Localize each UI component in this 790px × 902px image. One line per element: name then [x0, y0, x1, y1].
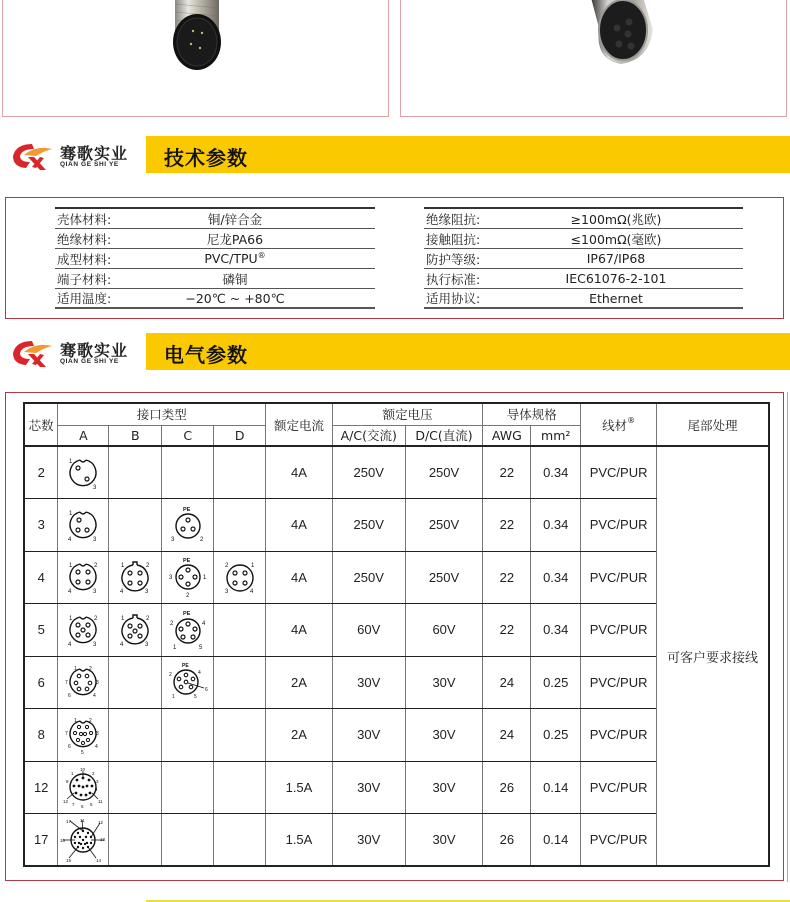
cell-cores: 6 — [24, 656, 58, 709]
param-label: 绝缘阻抗: — [426, 211, 481, 227]
pinout-2-a-icon — [65, 455, 101, 491]
tech-params-right — [424, 207, 743, 309]
cell-awg: 24 — [483, 656, 531, 709]
cell-code-d — [214, 446, 266, 499]
svg-text:3: 3 — [93, 536, 97, 543]
cell-code-d — [214, 761, 266, 814]
pinout-5-a-icon — [65, 612, 101, 648]
cell-code-b — [109, 499, 162, 552]
brand-logo-icon — [10, 338, 54, 368]
svg-text:2: 2 — [89, 666, 93, 673]
cell-wire: PVC/PUR — [581, 656, 657, 709]
pinout-6-c-icon — [166, 662, 210, 702]
cell-code-a — [58, 761, 109, 814]
param-value: Ethernet — [589, 290, 643, 306]
cell-ac: 30V — [332, 656, 405, 709]
cell-ac: 30V — [332, 761, 405, 814]
svg-text:4: 4 — [68, 641, 72, 648]
cell-dc: 250V — [405, 551, 483, 604]
registered-mark: ® — [627, 415, 636, 425]
cell-awg: 22 — [483, 551, 531, 604]
cell-current: 1.5A — [266, 814, 333, 867]
param-label: 壳体材料: — [57, 211, 112, 227]
svg-text:6: 6 — [68, 743, 72, 750]
tech-row — [55, 209, 375, 229]
cell-code-b — [109, 551, 162, 604]
cell-cores: 2 — [24, 446, 58, 499]
cell-mm2: 0.34 — [531, 446, 581, 499]
svg-text:PE: PE — [182, 558, 191, 565]
header-awg: AWG — [483, 425, 531, 446]
cell-dc: 30V — [405, 761, 483, 814]
svg-text:3: 3 — [96, 779, 99, 785]
svg-text:2: 2 — [89, 717, 93, 724]
tech-row — [424, 269, 743, 289]
cell-cores: 17 — [24, 814, 58, 867]
section-title: 技术参数 — [164, 146, 248, 170]
pinout-8-a-icon — [64, 715, 102, 755]
header-tail: 尾部处理 — [657, 403, 769, 446]
svg-text:11: 11 — [98, 799, 104, 805]
svg-text:1: 1 — [202, 575, 207, 582]
svg-text:5: 5 — [198, 644, 203, 651]
header-cores: 芯数 — [24, 403, 58, 446]
panel-edge-line — [787, 392, 788, 882]
cell-wire: PVC/PUR — [581, 499, 657, 552]
cell-code-b — [109, 656, 162, 709]
svg-text:2: 2 — [146, 563, 150, 570]
cell-cores: 12 — [24, 761, 58, 814]
cell-wire: PVC/PUR — [581, 814, 657, 867]
cell-code-c — [162, 761, 214, 814]
section-header-tech — [0, 135, 790, 175]
svg-text:2: 2 — [224, 563, 228, 570]
cell-mm2: 0.34 — [531, 551, 581, 604]
pinout-5-b-icon — [117, 612, 153, 648]
cell-mm2: 0.25 — [531, 709, 581, 762]
brand-name-cn: 骞歌实业 — [60, 341, 129, 360]
svg-text:PE: PE — [181, 663, 189, 670]
cell-code-a — [58, 709, 109, 762]
cell-mm2: 0.14 — [531, 761, 581, 814]
cell-mm2: 0.14 — [531, 814, 581, 867]
svg-text:2: 2 — [185, 593, 190, 600]
pinout-3-a-icon — [65, 507, 101, 543]
svg-text:4: 4 — [95, 743, 99, 750]
param-value: −20℃ ~ +80℃ — [185, 290, 285, 306]
param-value: IEC61076-2-101 — [565, 271, 667, 286]
svg-text:11: 11 — [80, 817, 86, 823]
pinout-3-c-icon — [168, 505, 208, 545]
svg-text:4: 4 — [95, 787, 98, 793]
cell-ac: 60V — [332, 604, 405, 657]
svg-text:15: 15 — [66, 857, 72, 862]
pinout-4-d-icon — [222, 559, 258, 595]
svg-text:1: 1 — [121, 615, 125, 622]
cell-wire: PVC/PUR — [581, 604, 657, 657]
cell-code-d — [214, 499, 266, 552]
cell-wire: PVC/PUR — [581, 761, 657, 814]
svg-text:1: 1 — [74, 717, 78, 724]
cell-code-c — [162, 551, 214, 604]
brand-logo — [10, 336, 135, 370]
header-code-a: A — [58, 425, 109, 446]
header-conductor: 导体规格 — [483, 403, 581, 425]
cell-ac: 250V — [332, 551, 405, 604]
svg-text:4: 4 — [249, 589, 253, 596]
svg-text:10: 10 — [80, 767, 86, 773]
param-label: 接触阻抗: — [426, 231, 481, 247]
tech-row — [424, 209, 743, 229]
param-label: 防护等级: — [426, 251, 481, 267]
cell-dc: 30V — [405, 814, 483, 867]
svg-text:3: 3 — [96, 730, 100, 737]
cell-tail-note: 可客户要求接线 — [657, 446, 769, 866]
cell-mm2: 0.25 — [531, 656, 581, 709]
product-photo-female — [400, 0, 787, 117]
svg-text:17: 17 — [66, 818, 72, 824]
cell-current: 4A — [266, 499, 333, 552]
cell-cores: 3 — [24, 499, 58, 552]
pinout-12-a-icon — [62, 766, 104, 808]
cell-dc: 250V — [405, 499, 483, 552]
svg-text:16: 16 — [60, 837, 66, 843]
pinout-6-a-icon — [64, 663, 102, 701]
tech-row — [424, 289, 743, 309]
svg-text:4: 4 — [120, 589, 124, 596]
cell-code-c — [162, 499, 214, 552]
cell-current: 2A — [266, 656, 333, 709]
svg-text:1: 1 — [69, 458, 73, 465]
cell-mm2: 0.34 — [531, 499, 581, 552]
section-header-elec — [0, 332, 790, 372]
svg-text:4: 4 — [68, 536, 72, 543]
param-label: 适用温度: — [57, 291, 112, 306]
svg-text:7: 7 — [72, 802, 75, 808]
cell-code-a — [58, 604, 109, 657]
pinout-17-a-icon — [60, 818, 106, 862]
table-row — [24, 446, 769, 499]
svg-text:1: 1 — [69, 563, 73, 570]
cell-dc: 250V — [405, 446, 483, 499]
cell-wire: PVC/PUR — [581, 446, 657, 499]
tech-row — [55, 249, 375, 269]
cell-code-b — [109, 761, 162, 814]
cell-awg: 22 — [483, 499, 531, 552]
cell-cores: 8 — [24, 709, 58, 762]
pinout-4-a-icon — [65, 559, 101, 595]
svg-text:2: 2 — [94, 615, 98, 622]
cell-code-b — [109, 446, 162, 499]
brand-name-en: QIAN GE SHI YE — [60, 358, 119, 365]
cell-dc: 30V — [405, 656, 483, 709]
param-value — [165, 251, 375, 266]
svg-text:3: 3 — [93, 641, 97, 648]
header-ac: A/C(交流) — [332, 425, 405, 446]
svg-text:3: 3 — [96, 680, 100, 687]
svg-text:1: 1 — [121, 563, 125, 570]
svg-text:4: 4 — [201, 620, 206, 627]
svg-text:PE: PE — [182, 610, 191, 617]
header-rated-voltage: 额定电压 — [332, 403, 483, 425]
section-title-bar — [146, 333, 790, 370]
cell-code-b — [109, 709, 162, 762]
svg-text:1: 1 — [69, 615, 73, 622]
cell-ac: 30V — [332, 814, 405, 867]
svg-text:3: 3 — [93, 484, 97, 491]
svg-text:2: 2 — [169, 620, 174, 627]
header-wire — [581, 403, 657, 446]
cell-awg: 24 — [483, 709, 531, 762]
param-value: 尼龙PA66 — [206, 231, 264, 247]
param-label: 端子材料: — [57, 271, 112, 287]
svg-text:3: 3 — [145, 641, 149, 648]
cell-code-d — [214, 604, 266, 657]
cell-code-d — [214, 551, 266, 604]
svg-text:3: 3 — [168, 575, 173, 582]
header-mm2: mm² — [531, 425, 581, 446]
svg-text:2: 2 — [92, 771, 95, 777]
elec-params-panel — [5, 392, 784, 881]
cell-awg: 22 — [483, 446, 531, 499]
header-code-b: B — [109, 425, 162, 446]
svg-text:14: 14 — [96, 857, 102, 862]
cell-code-c — [162, 709, 214, 762]
svg-text:1: 1 — [74, 666, 78, 673]
cell-code-c — [162, 604, 214, 657]
param-label: 执行标准: — [426, 271, 481, 287]
svg-text:5: 5 — [90, 802, 93, 808]
cell-current: 4A — [266, 604, 333, 657]
cell-code-b — [109, 604, 162, 657]
tech-row — [424, 249, 743, 269]
svg-text:5: 5 — [81, 749, 85, 755]
param-value: ≤100mΩ(毫欧) — [570, 231, 662, 247]
param-value: ≥100mΩ(兆欧) — [570, 211, 662, 227]
svg-text:2: 2 — [199, 536, 204, 543]
svg-text:1: 1 — [250, 563, 254, 570]
svg-text:1: 1 — [171, 694, 175, 701]
cell-current: 2A — [266, 709, 333, 762]
svg-text:1: 1 — [71, 771, 74, 777]
brand-name-cn: 骞歌实业 — [60, 144, 129, 163]
cell-code-d — [214, 814, 266, 867]
param-label: 适用协议: — [426, 291, 481, 306]
svg-text:6: 6 — [68, 693, 72, 700]
cell-code-c — [162, 446, 214, 499]
brand-logo — [10, 139, 135, 173]
svg-text:3: 3 — [145, 589, 149, 596]
section-title-bar — [146, 136, 790, 173]
cell-code-d — [214, 709, 266, 762]
svg-text:12: 12 — [98, 819, 104, 825]
cell-current: 4A — [266, 551, 333, 604]
svg-text:4: 4 — [93, 693, 97, 700]
header-dc: D/C(直流) — [405, 425, 483, 446]
cell-wire: PVC/PUR — [581, 709, 657, 762]
cell-code-a — [58, 551, 109, 604]
param-value-text: PVC/TPU — [204, 251, 258, 266]
header-code-c: C — [162, 425, 214, 446]
tech-params-panel — [5, 197, 784, 319]
svg-text:9: 9 — [66, 779, 69, 785]
elec-params-table — [23, 402, 770, 867]
cell-code-a — [58, 656, 109, 709]
svg-text:12: 12 — [63, 799, 69, 805]
header-interface-type: 接口类型 — [58, 403, 266, 425]
svg-text:PE: PE — [182, 506, 191, 513]
param-value: 铜/锌合金 — [207, 211, 263, 227]
svg-text:2: 2 — [146, 615, 150, 622]
svg-text:5: 5 — [193, 694, 197, 701]
section-title: 电气参数 — [164, 343, 248, 367]
svg-text:3: 3 — [93, 589, 97, 596]
cell-dc: 30V — [405, 709, 483, 762]
cell-wire: PVC/PUR — [581, 551, 657, 604]
header-wire-text: 线材 — [602, 417, 628, 433]
pinout-4-b-icon — [117, 559, 153, 595]
svg-text:3: 3 — [170, 536, 175, 543]
cell-code-c — [162, 814, 214, 867]
cell-current: 4A — [266, 446, 333, 499]
cell-awg: 26 — [483, 814, 531, 867]
cell-ac: 250V — [332, 499, 405, 552]
cell-code-a — [58, 499, 109, 552]
svg-text:4: 4 — [120, 641, 124, 648]
svg-text:1: 1 — [172, 644, 177, 651]
svg-text:4: 4 — [197, 670, 201, 677]
tech-row — [55, 229, 375, 249]
cell-code-a — [58, 814, 109, 867]
svg-text:3: 3 — [224, 589, 228, 596]
tech-row — [424, 229, 743, 249]
svg-text:7: 7 — [65, 730, 69, 737]
svg-text:4: 4 — [68, 589, 72, 596]
cell-ac: 30V — [332, 709, 405, 762]
tech-row — [55, 269, 375, 289]
param-value: IP67/IP68 — [586, 251, 646, 266]
pinout-5-c-icon — [167, 609, 209, 651]
svg-text:2: 2 — [168, 672, 172, 679]
svg-text:7: 7 — [65, 680, 69, 687]
param-label: 绝缘材料: — [57, 231, 112, 247]
header-code-d: D — [214, 425, 266, 446]
cell-current: 1.5A — [266, 761, 333, 814]
svg-text:6: 6 — [81, 804, 84, 809]
cell-ac: 250V — [332, 446, 405, 499]
cell-awg: 26 — [483, 761, 531, 814]
cell-cores: 5 — [24, 604, 58, 657]
svg-text:6: 6 — [204, 687, 208, 694]
param-label: 成型材料: — [57, 251, 112, 267]
cell-code-b — [109, 814, 162, 867]
cell-code-d — [214, 656, 266, 709]
tech-row — [55, 289, 375, 309]
registered-mark: ® — [257, 251, 266, 260]
product-photo-male — [2, 0, 389, 117]
svg-text:1: 1 — [69, 510, 73, 517]
pinout-4-c-icon — [166, 555, 210, 599]
svg-text:2: 2 — [94, 563, 98, 570]
tech-params-left — [55, 207, 375, 309]
cell-code-c — [162, 656, 214, 709]
cell-cores: 4 — [24, 551, 58, 604]
cell-dc: 60V — [405, 604, 483, 657]
cell-code-a — [58, 446, 109, 499]
male-connector-image — [171, 0, 223, 75]
brand-name-en: QIAN GE SHI YE — [60, 161, 119, 168]
cell-mm2: 0.34 — [531, 604, 581, 657]
param-value: 磷铜 — [222, 271, 248, 287]
cell-awg: 22 — [483, 604, 531, 657]
female-connector-image — [581, 0, 661, 70]
svg-text:13: 13 — [100, 836, 106, 842]
header-rated-current: 额定电流 — [266, 403, 333, 446]
brand-logo-icon — [10, 141, 54, 171]
